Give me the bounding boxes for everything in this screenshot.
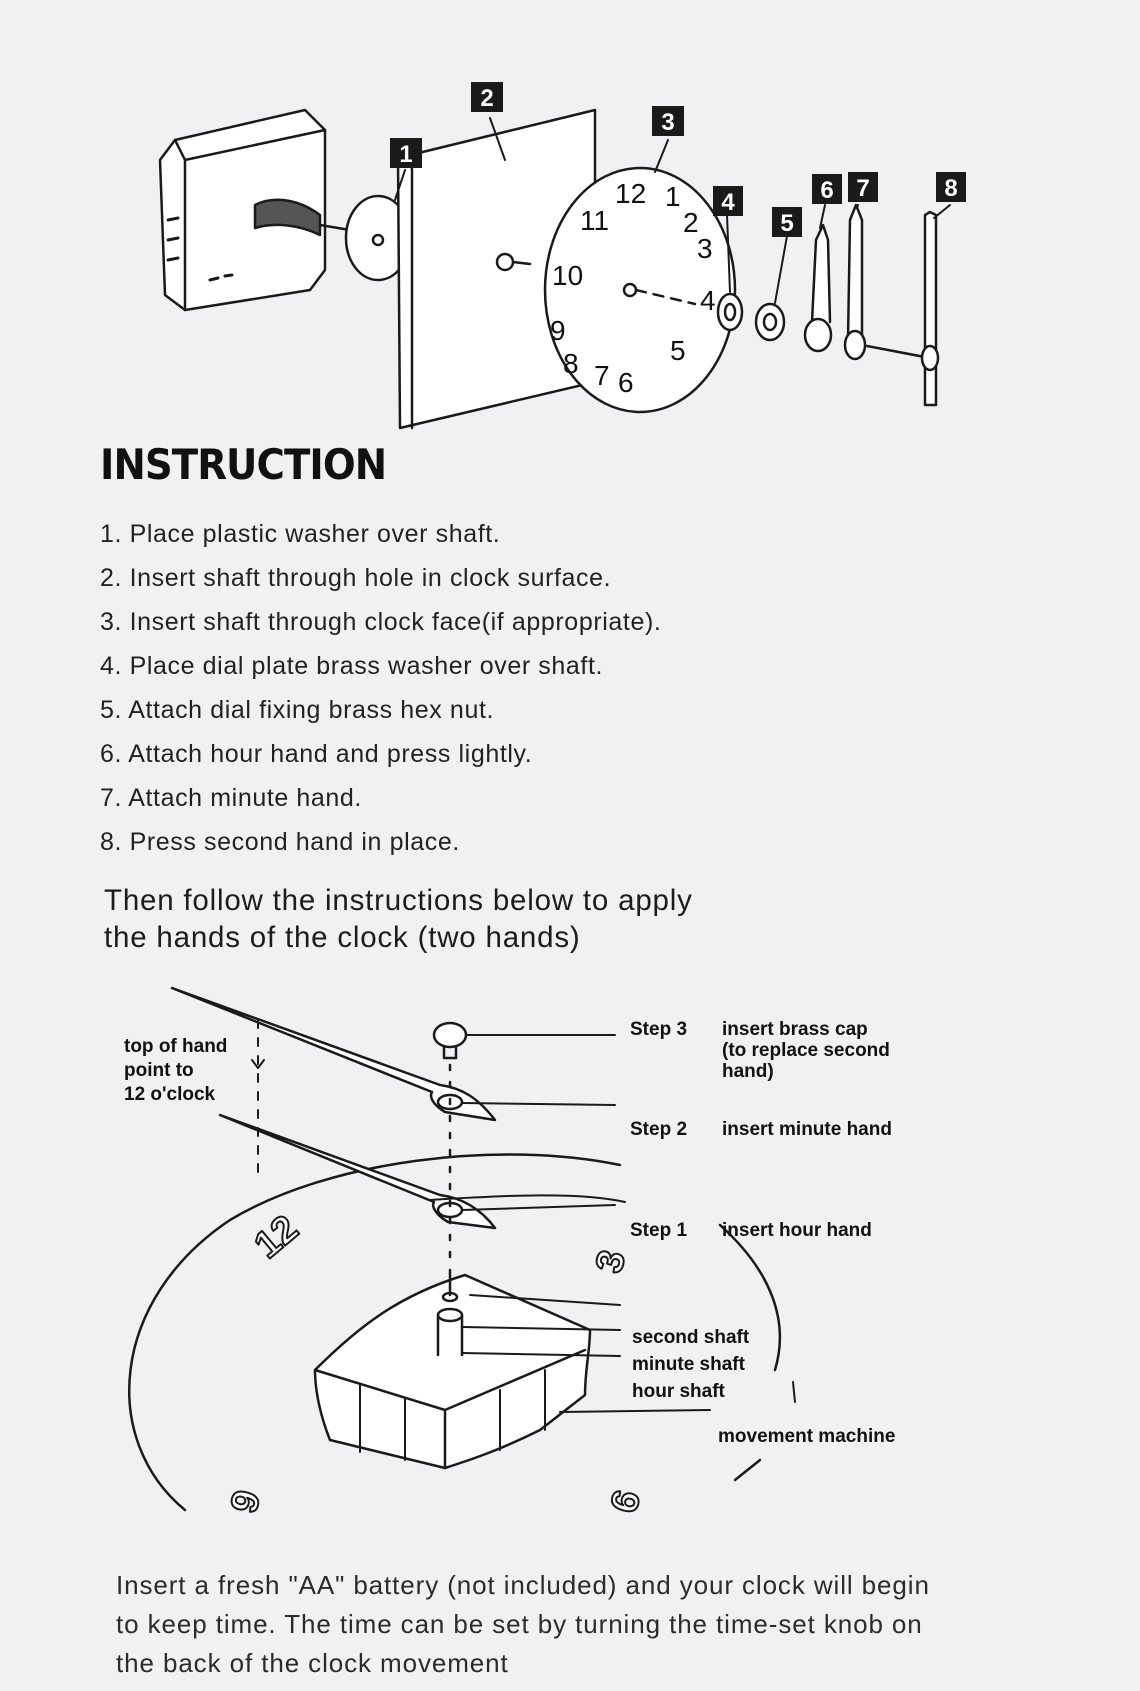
movement-machine-label: movement machine bbox=[718, 1426, 896, 1447]
hour-hand-illustration bbox=[220, 1115, 495, 1228]
top-of-hand-label-line-3: 12 o'clock bbox=[124, 1084, 216, 1105]
svg-text:7: 7 bbox=[856, 175, 870, 202]
instruction-step: 2. Insert shaft through hole in clock surface. bbox=[100, 564, 612, 592]
hour-hand-part bbox=[805, 225, 831, 351]
instruction-step: 4. Place dial plate brass washer over shaft. bbox=[100, 652, 604, 680]
instruction-step: 7. Attach minute hand. bbox=[100, 784, 362, 812]
clock-movement-part bbox=[160, 110, 362, 310]
svg-text:12: 12 bbox=[615, 178, 647, 209]
second-shaft-label: second shaft bbox=[632, 1327, 750, 1348]
svg-text:7: 7 bbox=[594, 360, 610, 391]
step-3-label: Step 3 bbox=[630, 1019, 688, 1040]
clock-face-dial-part bbox=[545, 168, 735, 412]
brass-washer-part bbox=[718, 294, 742, 330]
callout-5 bbox=[772, 207, 802, 237]
callout-6 bbox=[812, 174, 842, 204]
minute-shaft-label: minute shaft bbox=[632, 1354, 745, 1375]
callout-3 bbox=[652, 106, 684, 136]
step-2-label: Step 2 bbox=[630, 1119, 688, 1140]
callout-7 bbox=[848, 172, 878, 202]
instruction-step: 5. Attach dial fixing brass hex nut. bbox=[100, 696, 495, 724]
battery-note-line-3: the back of the clock movement bbox=[116, 1648, 509, 1678]
step-1-text: insert hour hand bbox=[722, 1220, 872, 1241]
battery-note bbox=[116, 1566, 1126, 1683]
step-3-text-line-2: (to replace second bbox=[722, 1040, 890, 1061]
svg-text:2: 2 bbox=[683, 207, 699, 238]
hex-nut-part bbox=[756, 304, 784, 340]
top-of-hand-label-line-2: point to bbox=[124, 1060, 194, 1081]
callout-8 bbox=[936, 172, 966, 202]
hour-shaft-label: hour shaft bbox=[632, 1381, 725, 1402]
svg-text:3: 3 bbox=[697, 233, 713, 264]
callout-2 bbox=[471, 82, 503, 112]
instruction-step: 3. Insert shaft through clock face(if appropriate). bbox=[100, 608, 662, 636]
instruction-step: 6. Attach hour hand and press lightly. bbox=[100, 740, 533, 768]
dial-number-3: 3 bbox=[588, 1246, 635, 1278]
svg-text:1: 1 bbox=[665, 181, 681, 212]
svg-text:3: 3 bbox=[661, 109, 675, 136]
instruction-step: 8. Press second hand in place. bbox=[100, 828, 460, 856]
exploded-assembly-diagram bbox=[0, 0, 1140, 440]
hands-intro-line-2: the hands of the clock (two hands) bbox=[104, 921, 581, 954]
svg-text:5: 5 bbox=[780, 210, 794, 237]
dial-number-12: 12 bbox=[246, 1207, 307, 1267]
svg-text:4: 4 bbox=[700, 285, 716, 316]
battery-note-line-2: to keep time. The time can be set by turning the time-set knob on bbox=[116, 1609, 923, 1639]
svg-text:11: 11 bbox=[580, 205, 610, 236]
instruction-steps-list bbox=[100, 512, 661, 864]
hands-intro-line-1: Then follow the instructions below to apply bbox=[104, 884, 693, 917]
minute-hand-part bbox=[845, 205, 930, 359]
dial-number-6: 6 bbox=[603, 1486, 650, 1518]
step-1-label: Step 1 bbox=[630, 1220, 688, 1241]
svg-text:10: 10 bbox=[552, 260, 584, 291]
second-hand-part bbox=[922, 212, 938, 405]
battery-note-line-1: Insert a fresh "AA" battery (not included) and your clock will begin bbox=[116, 1570, 930, 1600]
svg-text:2: 2 bbox=[480, 85, 494, 112]
hands-assembly-diagram bbox=[0, 970, 1140, 1530]
top-of-hand-label-line-1: top of hand bbox=[124, 1036, 228, 1057]
dial-number-9: 9 bbox=[223, 1486, 270, 1518]
svg-text:1: 1 bbox=[399, 141, 413, 168]
svg-text:6: 6 bbox=[618, 367, 634, 398]
callout-1 bbox=[390, 138, 422, 168]
instruction-heading: INSTRUCTION bbox=[100, 440, 387, 489]
step-3-text-line-1: insert brass cap bbox=[722, 1019, 868, 1040]
step-3-text-line-3: hand) bbox=[722, 1061, 774, 1082]
svg-text:5: 5 bbox=[670, 335, 686, 366]
brass-cap-illustration bbox=[434, 1023, 615, 1058]
hands-instruction-intro bbox=[104, 882, 693, 956]
svg-text:6: 6 bbox=[820, 177, 834, 204]
step-2-text: insert minute hand bbox=[722, 1119, 892, 1140]
svg-text:8: 8 bbox=[944, 175, 958, 202]
svg-text:4: 4 bbox=[721, 189, 735, 216]
svg-text:9: 9 bbox=[550, 315, 566, 346]
instruction-step: 1. Place plastic washer over shaft. bbox=[100, 520, 501, 548]
callout-4 bbox=[713, 186, 743, 216]
svg-text:8: 8 bbox=[563, 348, 579, 379]
